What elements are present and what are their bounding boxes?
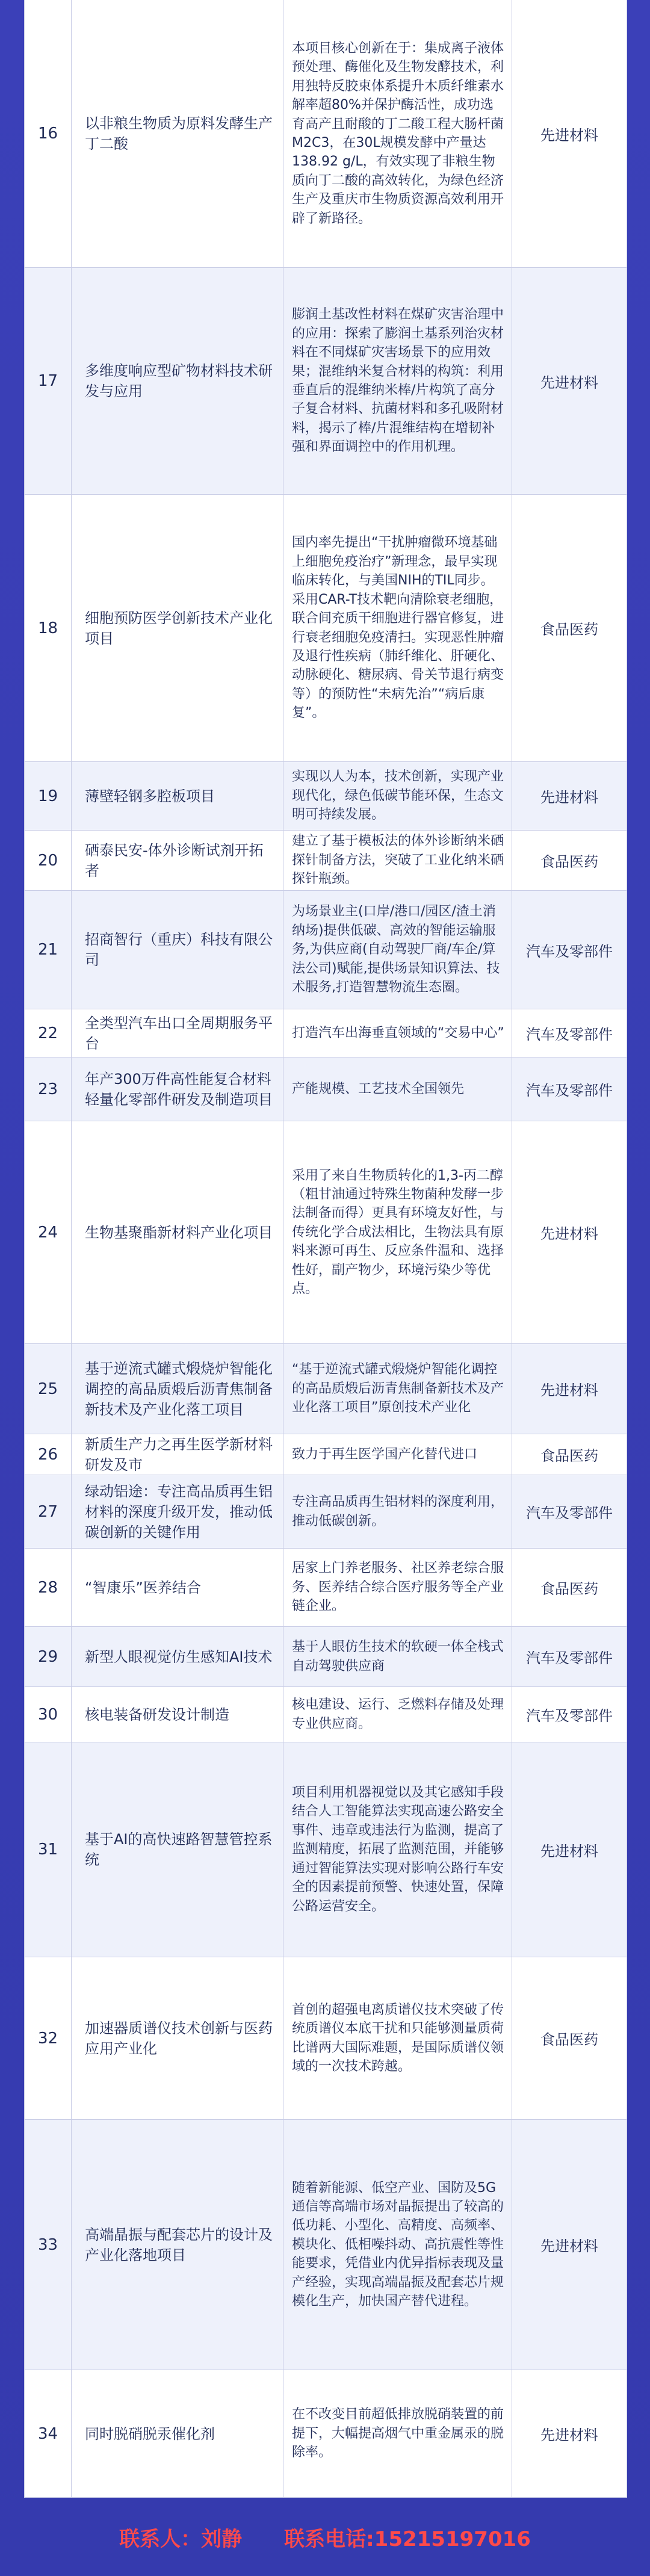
table-row	[25, 891, 627, 1009]
project-description: 项目利用机器视觉以及其它感知手段结合人工智能算法实现高速公路安全事件、违章或违法行为监测，提高了监测精度，拓展了监测范围，并能够通过智能算法实现对影响公路行车安全的因素提前预警、快速处置，保障公路运营安全。	[292, 1785, 504, 1914]
project-category-cell	[512, 1009, 627, 1057]
project-name: 同时脱硝脱汞催化剂	[85, 2425, 215, 2442]
project-name-cell	[72, 1009, 283, 1057]
project-description: 致力于再生医学国产化替代进口	[292, 1446, 478, 1462]
project-description-cell	[283, 1475, 512, 1548]
table-row	[25, 2120, 627, 2370]
project-category-cell	[512, 1475, 627, 1548]
table-row	[25, 1687, 627, 1742]
project-category: 汽车及零部件	[526, 1082, 613, 1099]
row-number-cell	[25, 1057, 72, 1121]
project-description: 基于人眼仿生技术的软硬一体全栈式自动驾驶供应商	[292, 1639, 504, 1674]
row-number: 20	[37, 851, 58, 870]
project-category: 先进材料	[540, 789, 598, 806]
project-description-cell	[283, 1434, 512, 1475]
row-number-cell	[25, 1957, 72, 2119]
project-description-cell	[283, 0, 512, 267]
project-description: 国内率先提出“干扰肿瘤微环境基础上细胞免疫治疗”新理念，最早实现临床转化，与美国NIH的TIL同步。采用CAR-T技术靶向清除衰老细胞，联合间充质干细胞进行器官修复，进行衰老细胞免疫清扫。实现恶性肿瘤及退行性疾病（肺纤维化、肝硬化、动脉硬化、糖尿病、骨关节退行病变等）的预防性“未病先治”“病后康复”。	[292, 535, 504, 721]
row-number: 34	[37, 2424, 58, 2443]
project-name-cell	[72, 2370, 283, 2497]
project-name-cell	[72, 1434, 283, 1475]
project-category-cell	[512, 1742, 627, 1957]
project-name-cell	[72, 1121, 283, 1343]
project-name-cell	[72, 1057, 283, 1121]
project-description-cell	[283, 1627, 512, 1686]
project-description-cell	[283, 762, 512, 830]
project-category: 食品医药	[540, 1581, 598, 1597]
project-name: 新型人眼视觉仿生感知AI技术	[85, 1648, 273, 1665]
row-number: 23	[37, 1080, 58, 1098]
project-description: 打造汽车出海垂直领域的“交易中心”	[292, 1025, 504, 1041]
project-name: 加速器质谱仪技术创新与医药应用产业化	[85, 2019, 273, 2057]
project-description: 实现以人为本，技术创新，实现产业现代化，绿色低碳节能环保，生态文明可持续发展。	[292, 769, 504, 823]
row-number-cell	[25, 2370, 72, 2497]
project-description: 采用了来自生物质转化的1,3-丙二醇（粗甘油通过特殊生物菌种发酵一步法制备而得）更具有环境友好性，与传统化学合成法相比，生物法具有原料来源可再生、反应条件温和、选择性好，副产物少，环境污染少等优点。	[292, 1168, 504, 1297]
project-description-cell	[283, 831, 512, 890]
project-description-cell	[283, 268, 512, 494]
project-description-cell	[283, 1549, 512, 1626]
row-number-cell	[25, 891, 72, 1009]
project-description-cell	[283, 1344, 512, 1434]
project-description-cell	[283, 1009, 512, 1057]
project-name-cell	[72, 762, 283, 830]
project-name-cell	[72, 495, 283, 761]
project-description-cell	[283, 2120, 512, 2370]
row-number-cell	[25, 1687, 72, 1742]
project-category-cell	[512, 1344, 627, 1434]
table-row	[25, 1057, 627, 1121]
project-name: 薄壁轻钢多腔板项目	[85, 787, 215, 805]
project-category: 先进材料	[540, 1225, 598, 1242]
table-row	[25, 762, 627, 831]
table-row	[25, 268, 627, 495]
project-category: 汽车及零部件	[526, 943, 613, 960]
project-description: 首创的超强电离质谱仪技术突破了传统质谱仪本底干扰和只能够测量质荷比谱两大国际难题，是国际质谱仪领域的一次技术跨越。	[292, 2002, 504, 2074]
project-name-cell	[72, 2120, 283, 2370]
project-name: 多维度响应型矿物材料技术研发与应用	[85, 362, 273, 400]
project-category: 先进材料	[540, 1842, 598, 1860]
project-name: 生物基聚酯新材料产业化项目	[85, 1224, 273, 1241]
project-name: 高端晶振与配套芯片的设计及产业化落地项目	[85, 2226, 273, 2264]
row-number-cell	[25, 1742, 72, 1957]
project-name: “智康乐”医养结合	[85, 1579, 201, 1596]
project-category: 先进材料	[540, 1382, 598, 1399]
project-category: 食品医药	[540, 621, 598, 638]
project-category-cell	[512, 1434, 627, 1475]
row-number: 32	[37, 2029, 58, 2048]
project-description-cell	[283, 1121, 512, 1343]
row-number: 31	[37, 1841, 58, 1859]
project-category: 食品医药	[540, 2031, 598, 2048]
project-description: 建立了基于模板法的体外诊断纳米硒探针制备方法，突破了工业化纳米硒探针瓶颈。	[292, 834, 504, 887]
row-number-cell	[25, 1344, 72, 1434]
project-name: 新质生产力之再生医学新材料研发及市	[85, 1435, 273, 1473]
project-description-cell	[283, 1687, 512, 1742]
row-number-cell	[25, 1121, 72, 1343]
project-category-cell	[512, 2120, 627, 2370]
project-name-cell	[72, 1742, 283, 1957]
project-name-cell	[72, 1627, 283, 1686]
row-number: 21	[37, 941, 58, 959]
project-description: 本项目核心创新在于：集成离子液体预处理、酶催化及生物发酵技术，利用独特反胶束体系提升木质纤维素水解率超80%并保护酶活性，成功选育高产且耐酸的丁二酸工程大肠杆菌M2C3，在30L规模发酵中产量达138.92 g/L，有效实现了非粮生物质向丁二酸的高效转化，为绿色经济生产及重庆市生物质资源高效利用开辟了新路径。	[292, 40, 504, 226]
row-number-cell	[25, 1009, 72, 1057]
project-description: 为场景业主(口岸/港口/园区/渣土消纳场)提供低碳、高效的智能运输服务,为供应商(自动驾驶厂商/车企/算法公司)赋能,提供场景知识算法、技术服务,打造智慧物流生态圈。	[292, 904, 500, 995]
project-name-cell	[72, 1344, 283, 1434]
project-category-cell	[512, 1957, 627, 2119]
table-row	[25, 0, 627, 268]
project-category: 汽车及零部件	[526, 1026, 613, 1043]
project-name: 绿动铝途：专注高品质再生铝材料的深度升级开发，推动低碳创新的关键作用	[85, 1482, 273, 1541]
project-category-cell	[512, 831, 627, 890]
project-description-cell	[283, 2370, 512, 2497]
project-category: 食品医药	[540, 853, 598, 870]
project-category: 先进材料	[540, 2238, 598, 2255]
project-category-cell	[512, 2370, 627, 2497]
project-name: 以非粮生物质为原料发酵生产丁二酸	[85, 115, 273, 152]
project-description: “基于逆流式罐式煅烧炉智能化调控的高品质煅后沥青焦制备新技术及产业化落工项目”原创技术产业化	[292, 1362, 504, 1416]
project-category: 汽车及零部件	[526, 1708, 613, 1724]
project-description: 随着新能源、低空产业、国防及5G通信等高端市场对晶振提出了较高的低功耗、小型化、高精度、高频率、模块化、低相噪抖动、高抗震性等性能要求，凭借业内优异指标表现及量产经验，实现高端晶振及配套芯片规模化生产，加快国产替代进程。	[292, 2180, 504, 2309]
project-description: 产能规模、工艺技术全国领先	[292, 1081, 465, 1097]
project-table	[24, 0, 627, 2498]
table-row	[25, 1475, 627, 1549]
project-name-cell	[72, 1687, 283, 1742]
row-number-cell	[25, 1475, 72, 1548]
project-category: 先进材料	[540, 2427, 598, 2444]
project-description: 专注高品质再生铝材料的深度利用，推动低碳创新。	[292, 1494, 504, 1529]
row-number: 24	[37, 1223, 58, 1242]
project-name-cell	[72, 831, 283, 890]
project-description: 居家上门养老服务、社区养老综合服务、医养结合综合医疗服务等全产业链企业。	[292, 1561, 504, 1614]
project-name-cell	[72, 0, 283, 267]
project-category-cell	[512, 1627, 627, 1686]
project-name: 基于AI的高快速路智慧管控系统	[85, 1831, 273, 1868]
project-category-cell	[512, 268, 627, 494]
table-row	[25, 495, 627, 762]
project-category-cell	[512, 762, 627, 830]
row-number-cell	[25, 495, 72, 761]
row-number-cell	[25, 2120, 72, 2370]
row-number-cell	[25, 268, 72, 494]
row-number-cell	[25, 831, 72, 890]
project-description: 在不改变目前超低排放脱硝装置的前提下，大幅提高烟气中重金属汞的脱除率。	[292, 2407, 504, 2460]
project-name-cell	[72, 1475, 283, 1548]
project-category-cell	[512, 1121, 627, 1343]
row-number-cell	[25, 0, 72, 267]
project-description: 核电建设、运行、乏燃料存储及处理专业供应商。	[292, 1697, 504, 1732]
project-category-cell	[512, 1687, 627, 1742]
project-category-cell	[512, 1057, 627, 1121]
row-number: 29	[37, 1647, 58, 1666]
table-row	[25, 1957, 627, 2120]
row-number: 33	[37, 2235, 58, 2254]
project-name-cell	[72, 268, 283, 494]
table-row	[25, 1742, 627, 1957]
table-row	[25, 1549, 627, 1627]
project-category: 汽车及零部件	[526, 1505, 613, 1522]
project-name: 基于逆流式罐式煅烧炉智能化调控的高品质煅后沥青焦制备新技术及产业化落工项目	[85, 1360, 273, 1418]
project-name: 细胞预防医学创新技术产业化项目	[85, 609, 273, 647]
row-number: 22	[37, 1024, 58, 1042]
project-description-cell	[283, 1057, 512, 1121]
project-name: 核电装备研发设计制造	[85, 1706, 229, 1723]
project-category-cell	[512, 495, 627, 761]
contact-person: 联系人：刘静	[119, 2527, 243, 2551]
row-number: 30	[37, 1705, 58, 1724]
row-number: 27	[37, 1502, 58, 1521]
table-row	[25, 1009, 627, 1057]
row-number: 16	[37, 125, 58, 143]
contact-footer	[0, 2498, 650, 2576]
row-number: 19	[37, 787, 58, 805]
row-number: 26	[37, 1445, 58, 1464]
row-number-cell	[25, 762, 72, 830]
project-name: 招商智行（重庆）科技有限公司	[85, 931, 273, 968]
table-row	[25, 1627, 627, 1687]
contact-phone: 联系电话:15215197016	[284, 2527, 531, 2551]
row-number: 18	[37, 619, 58, 637]
table-row	[25, 831, 627, 891]
project-name: 全类型汽车出口全周期服务平台	[85, 1014, 273, 1052]
row-number-cell	[25, 1627, 72, 1686]
project-name-cell	[72, 1549, 283, 1626]
project-description-cell	[283, 1742, 512, 1957]
project-category: 汽车及零部件	[526, 1650, 613, 1667]
project-description-cell	[283, 1957, 512, 2119]
row-number-cell	[25, 1549, 72, 1626]
project-name: 硒泰民安-体外诊断试剂开拓者	[85, 841, 264, 879]
project-category-cell	[512, 891, 627, 1009]
project-name: 年产300万件高性能复合材料轻量化零部件研发及制造项目	[85, 1070, 273, 1108]
table-row	[25, 1121, 627, 1344]
table-row	[25, 2370, 627, 2498]
project-category: 食品医药	[540, 1447, 598, 1464]
project-name-cell	[72, 1957, 283, 2119]
row-number: 28	[37, 1578, 58, 1597]
row-number: 25	[37, 1379, 58, 1398]
table-row	[25, 1434, 627, 1475]
project-category: 先进材料	[540, 126, 598, 144]
project-category: 先进材料	[540, 374, 598, 391]
project-description-cell	[283, 891, 512, 1009]
table-row	[25, 1344, 627, 1434]
project-category-cell	[512, 1549, 627, 1626]
row-number: 17	[37, 372, 58, 390]
row-number-cell	[25, 1434, 72, 1475]
project-name-cell	[72, 891, 283, 1009]
project-category-cell	[512, 0, 627, 267]
project-description: 膨润土基改性材料在煤矿灾害治理中的应用：探索了膨润土基系列治灾材料在不同煤矿灾害场景下的应用效果；混维纳米复合材料的构筑：利用垂直后的混维纳米棒/片构筑了高分子复合材料、抗菌材料和多孔吸附材料，揭示了棒/片混维结构在增韧补强和界面调控中的作用机理。	[292, 307, 504, 455]
project-description-cell	[283, 495, 512, 761]
